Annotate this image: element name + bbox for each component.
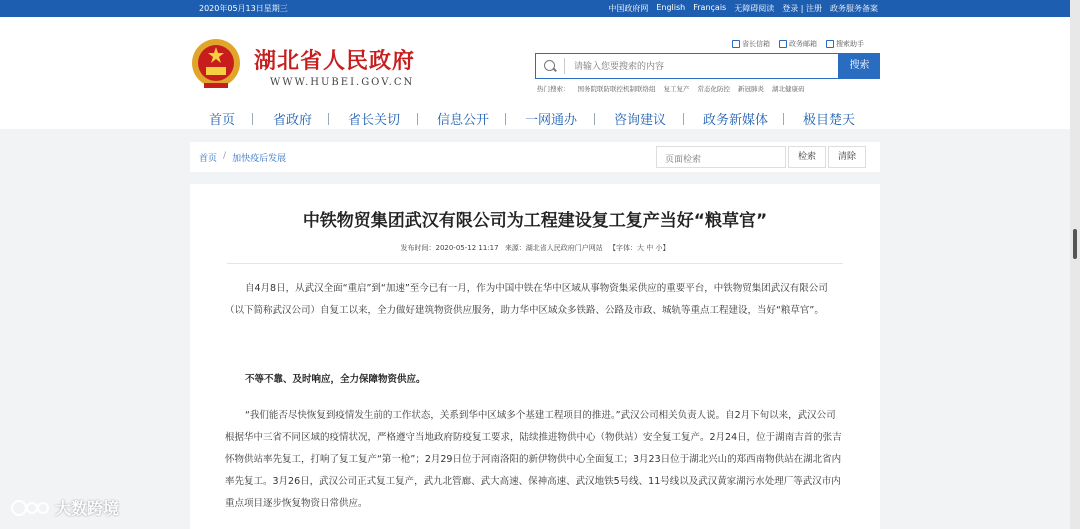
help-icon [826, 40, 834, 48]
hot-term[interactable]: 复工复产 [663, 85, 690, 93]
link-english[interactable]: English [656, 3, 686, 12]
national-emblem-icon [190, 37, 242, 91]
gov-mail-label: 政务邮箱 [789, 40, 817, 48]
breadcrumb-bar [190, 142, 880, 172]
governor-mailbox-label: 省长信箱 [742, 40, 770, 48]
nav-info-disclosure[interactable]: 信息公开 [437, 113, 490, 128]
page-search-input[interactable] [656, 146, 786, 168]
gov-mail-link[interactable] [779, 39, 817, 49]
nav-jimu-chutian[interactable]: 极目楚天 [803, 113, 856, 128]
article-container [190, 184, 880, 529]
breadcrumb-current[interactable]: 加快疫后发展 [232, 154, 287, 164]
nav-one-stop-service[interactable]: 一网通办 [525, 113, 578, 128]
link-accessibility[interactable]: 无障碍阅读 [734, 4, 775, 13]
hot-term[interactable]: 常态化防控 [697, 85, 730, 93]
hot-search [537, 84, 805, 93]
site-search-input[interactable] [572, 57, 836, 77]
font-size-switch[interactable]: 【字体：大 中 小】 [609, 244, 670, 252]
nav-divider [328, 113, 329, 125]
nav-divider [594, 113, 595, 125]
hot-search-label: 热门搜索： [537, 85, 570, 93]
link-service-record[interactable]: 政务服务备案 [830, 4, 878, 13]
article-paragraph: “我们能否尽快恢复到疫情发生前的工作状态，关系到华中区域多个基建工程项目的推进。”武汉公司相关负责人说。自2月下旬以来，武汉公司根据华中三省不同区域的疫情状况，严格遵守当地政府防疫复工要求，陆续推进物供中心（物供站）安全复工复产。2月24日，位于湖南吉首的张吉怀物供站率先复工，打响了复工复产“第一枪”；2月29日位于河南洛阳的新伊物供中心全面复工；3月23日位于湖北兴山的郑西南物供站在湖北省内率先复工。3月26日，武汉公司正式复工复产，武九北管廊、武大高速、保神高速、武汉地铁5号线、11号线以及武汉黄家湖污水处理厂等武汉市内重点项目逐步恢复物资日常供应。 [225, 410, 842, 509]
watermark-logo-icon [10, 498, 50, 518]
site-name[interactable]: 湖北省人民政府 [254, 48, 416, 74]
nav-divider [252, 113, 253, 125]
hot-term[interactable]: 湖北健康码 [772, 85, 805, 93]
watermark-text: 大数跨境 [55, 499, 120, 518]
link-french[interactable]: Français [693, 3, 727, 12]
breadcrumb-separator: / [223, 151, 227, 161]
page-scrollbar[interactable] [1070, 0, 1080, 529]
link-login-register[interactable]: 登录 | 注册 [782, 4, 822, 13]
page-search-button[interactable]: 检索 [788, 146, 826, 168]
search-icon [544, 60, 555, 71]
site-search-box [535, 53, 839, 79]
nav-new-media[interactable]: 政务新媒体 [703, 113, 769, 128]
nav-divider [505, 113, 506, 125]
mailbox-icon [732, 40, 740, 48]
search-help-label: 搜索助手 [836, 40, 864, 48]
mail-icon [779, 40, 787, 48]
title-divider [227, 263, 843, 264]
search-divider [564, 58, 565, 74]
breadcrumb [199, 151, 286, 164]
publish-time: 发布时间：2020-05-12 11:17 [400, 244, 499, 252]
nav-province-gov[interactable]: 省政府 [273, 113, 313, 128]
top-bar [0, 0, 1080, 17]
search-help-link[interactable] [826, 39, 864, 49]
nav-divider [783, 113, 784, 125]
current-date: 2020年05月13日星期三 [199, 4, 288, 13]
nav-divider [683, 113, 684, 125]
site-url: WWW.HUBEI.GOV.CN [270, 77, 415, 88]
nav-governor-concerns[interactable]: 省长关切 [348, 113, 401, 128]
hot-term[interactable]: 新冠肺炎 [738, 85, 764, 93]
watermark [10, 496, 119, 519]
nav-consultation[interactable]: 咨询建议 [614, 113, 667, 128]
scrollbar-thumb[interactable] [1073, 229, 1077, 259]
main-nav [0, 104, 1070, 130]
breadcrumb-home[interactable]: 首页 [199, 154, 218, 164]
article-source: 来源：湖北省人民政府门户网站 [504, 244, 603, 252]
link-gov-cn[interactable]: 中国政府网 [608, 4, 649, 13]
nav-home[interactable]: 首页 [209, 113, 236, 128]
header-quick-links [732, 39, 864, 49]
hot-term[interactable]: 国务院联防联控机制联络组 [577, 85, 656, 93]
article-meta [190, 243, 880, 253]
page-clear-button[interactable]: 清除 [828, 146, 866, 168]
article-paragraph: 自4月8日，从武汉全面“重启”到“加速”至今已有一月，作为中国中铁在华中区域从事物资集采供应的重要平台，中铁物贸集团武汉有限公司（以下简称武汉公司）自复工以来，全力做好建筑物资供应服务，助力华中区域众多铁路、公路及市政、城轨等重点工程建设，当好“粮草官”。 [225, 283, 828, 316]
governor-mailbox-link[interactable] [732, 39, 770, 49]
top-links [608, 3, 878, 14]
nav-divider [417, 113, 418, 125]
article-title: 中铁物贸集团武汉有限公司为工程建设复工复产当好“粮草官” [302, 211, 768, 231]
article-subheading: 不等不靠、及时响应，全力保障物资供应。 [245, 374, 426, 385]
site-search-button[interactable]: 搜索 [839, 53, 880, 79]
